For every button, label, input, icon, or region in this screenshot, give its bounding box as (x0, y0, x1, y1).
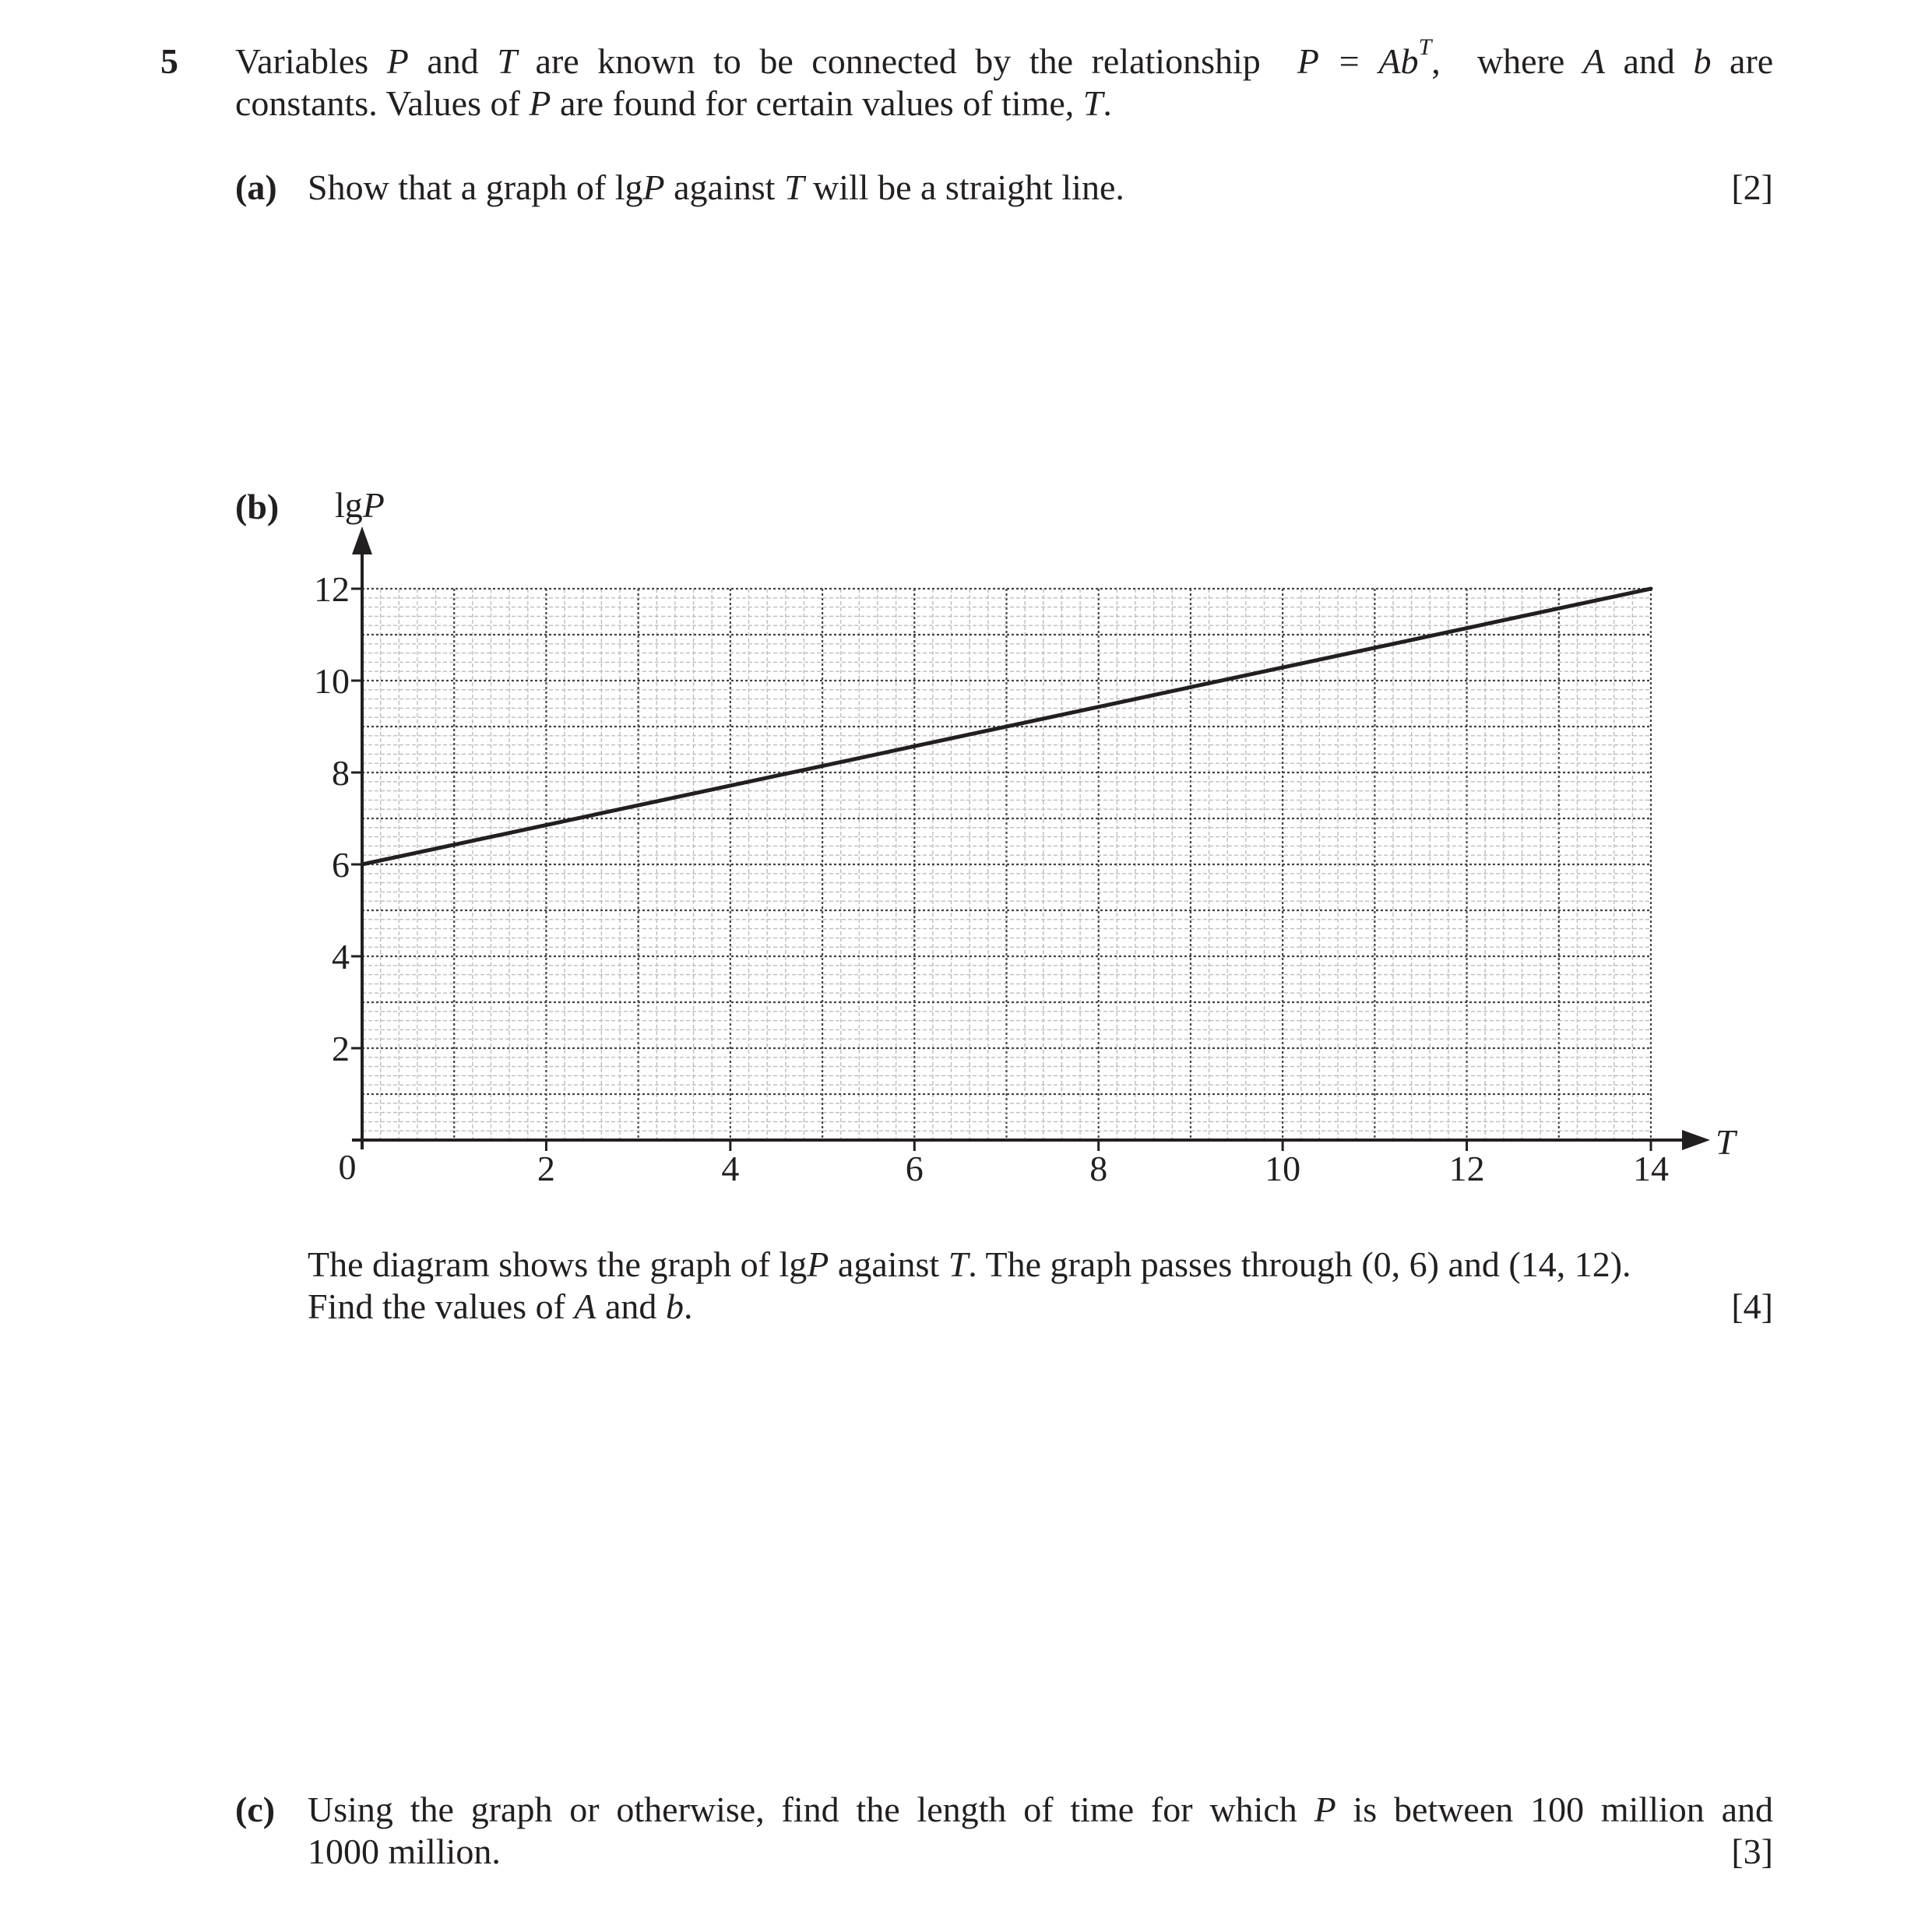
question-intro-line-1: Variables P and T are known to be connected by the relationship $P = Ab^T$, where A and b are (235, 34, 1774, 81)
x-axis-label: T (1716, 1122, 1736, 1162)
x-tick-label: 10 (1265, 1149, 1301, 1188)
question-number: 5 (160, 41, 178, 81)
y-tick-label: 10 (314, 661, 350, 701)
part-b-label: (b) (235, 487, 280, 526)
y-axis-label: lgP (335, 485, 385, 525)
question-intro-line-2: constants. Values of P are found for certain values of time, T. (235, 83, 1112, 123)
x-tick-label: 14 (1633, 1149, 1669, 1188)
part-b-caption-line-2: Find the values of A and b. (308, 1286, 693, 1326)
origin-label: 0 (338, 1147, 357, 1187)
x-tick-label: 2 (537, 1149, 555, 1188)
x-tick-label: 8 (1089, 1149, 1108, 1188)
part-a-marks: [2] (1731, 167, 1773, 207)
x-tick-label: 12 (1448, 1149, 1485, 1188)
y-tick-label: 12 (314, 569, 350, 609)
y-axis-arrow-icon (352, 526, 372, 554)
y-tick-label: 8 (332, 753, 350, 793)
part-c-marks: [3] (1731, 1832, 1773, 1871)
part-c-line-2: 1000 million. (308, 1832, 501, 1871)
part-a-text: Show that a graph of lgP against T will be a straight line. (308, 167, 1124, 207)
part-c-label: (c) (235, 1790, 276, 1829)
y-tick-label: 4 (332, 937, 350, 977)
y-tick-label: 6 (332, 845, 350, 885)
graph-grid (362, 589, 1651, 1140)
x-tick-label: 4 (721, 1149, 740, 1188)
part-b-marks: [4] (1731, 1286, 1773, 1326)
part-b-caption-line-1: The diagram shows the graph of lgP against T. The graph passes through (0, 6) and (14, 12). (308, 1244, 1631, 1284)
x-tick-label: 6 (905, 1149, 924, 1188)
part-a-label: (a) (235, 167, 277, 207)
x-axis-arrow-icon (1682, 1130, 1710, 1150)
y-tick-label: 2 (332, 1029, 350, 1068)
part-c-line-1: Using the graph or otherwise, find the length of time for which P is between 100 million and (308, 1790, 1773, 1829)
equation: $P = Ab^T$, (1297, 34, 1441, 81)
